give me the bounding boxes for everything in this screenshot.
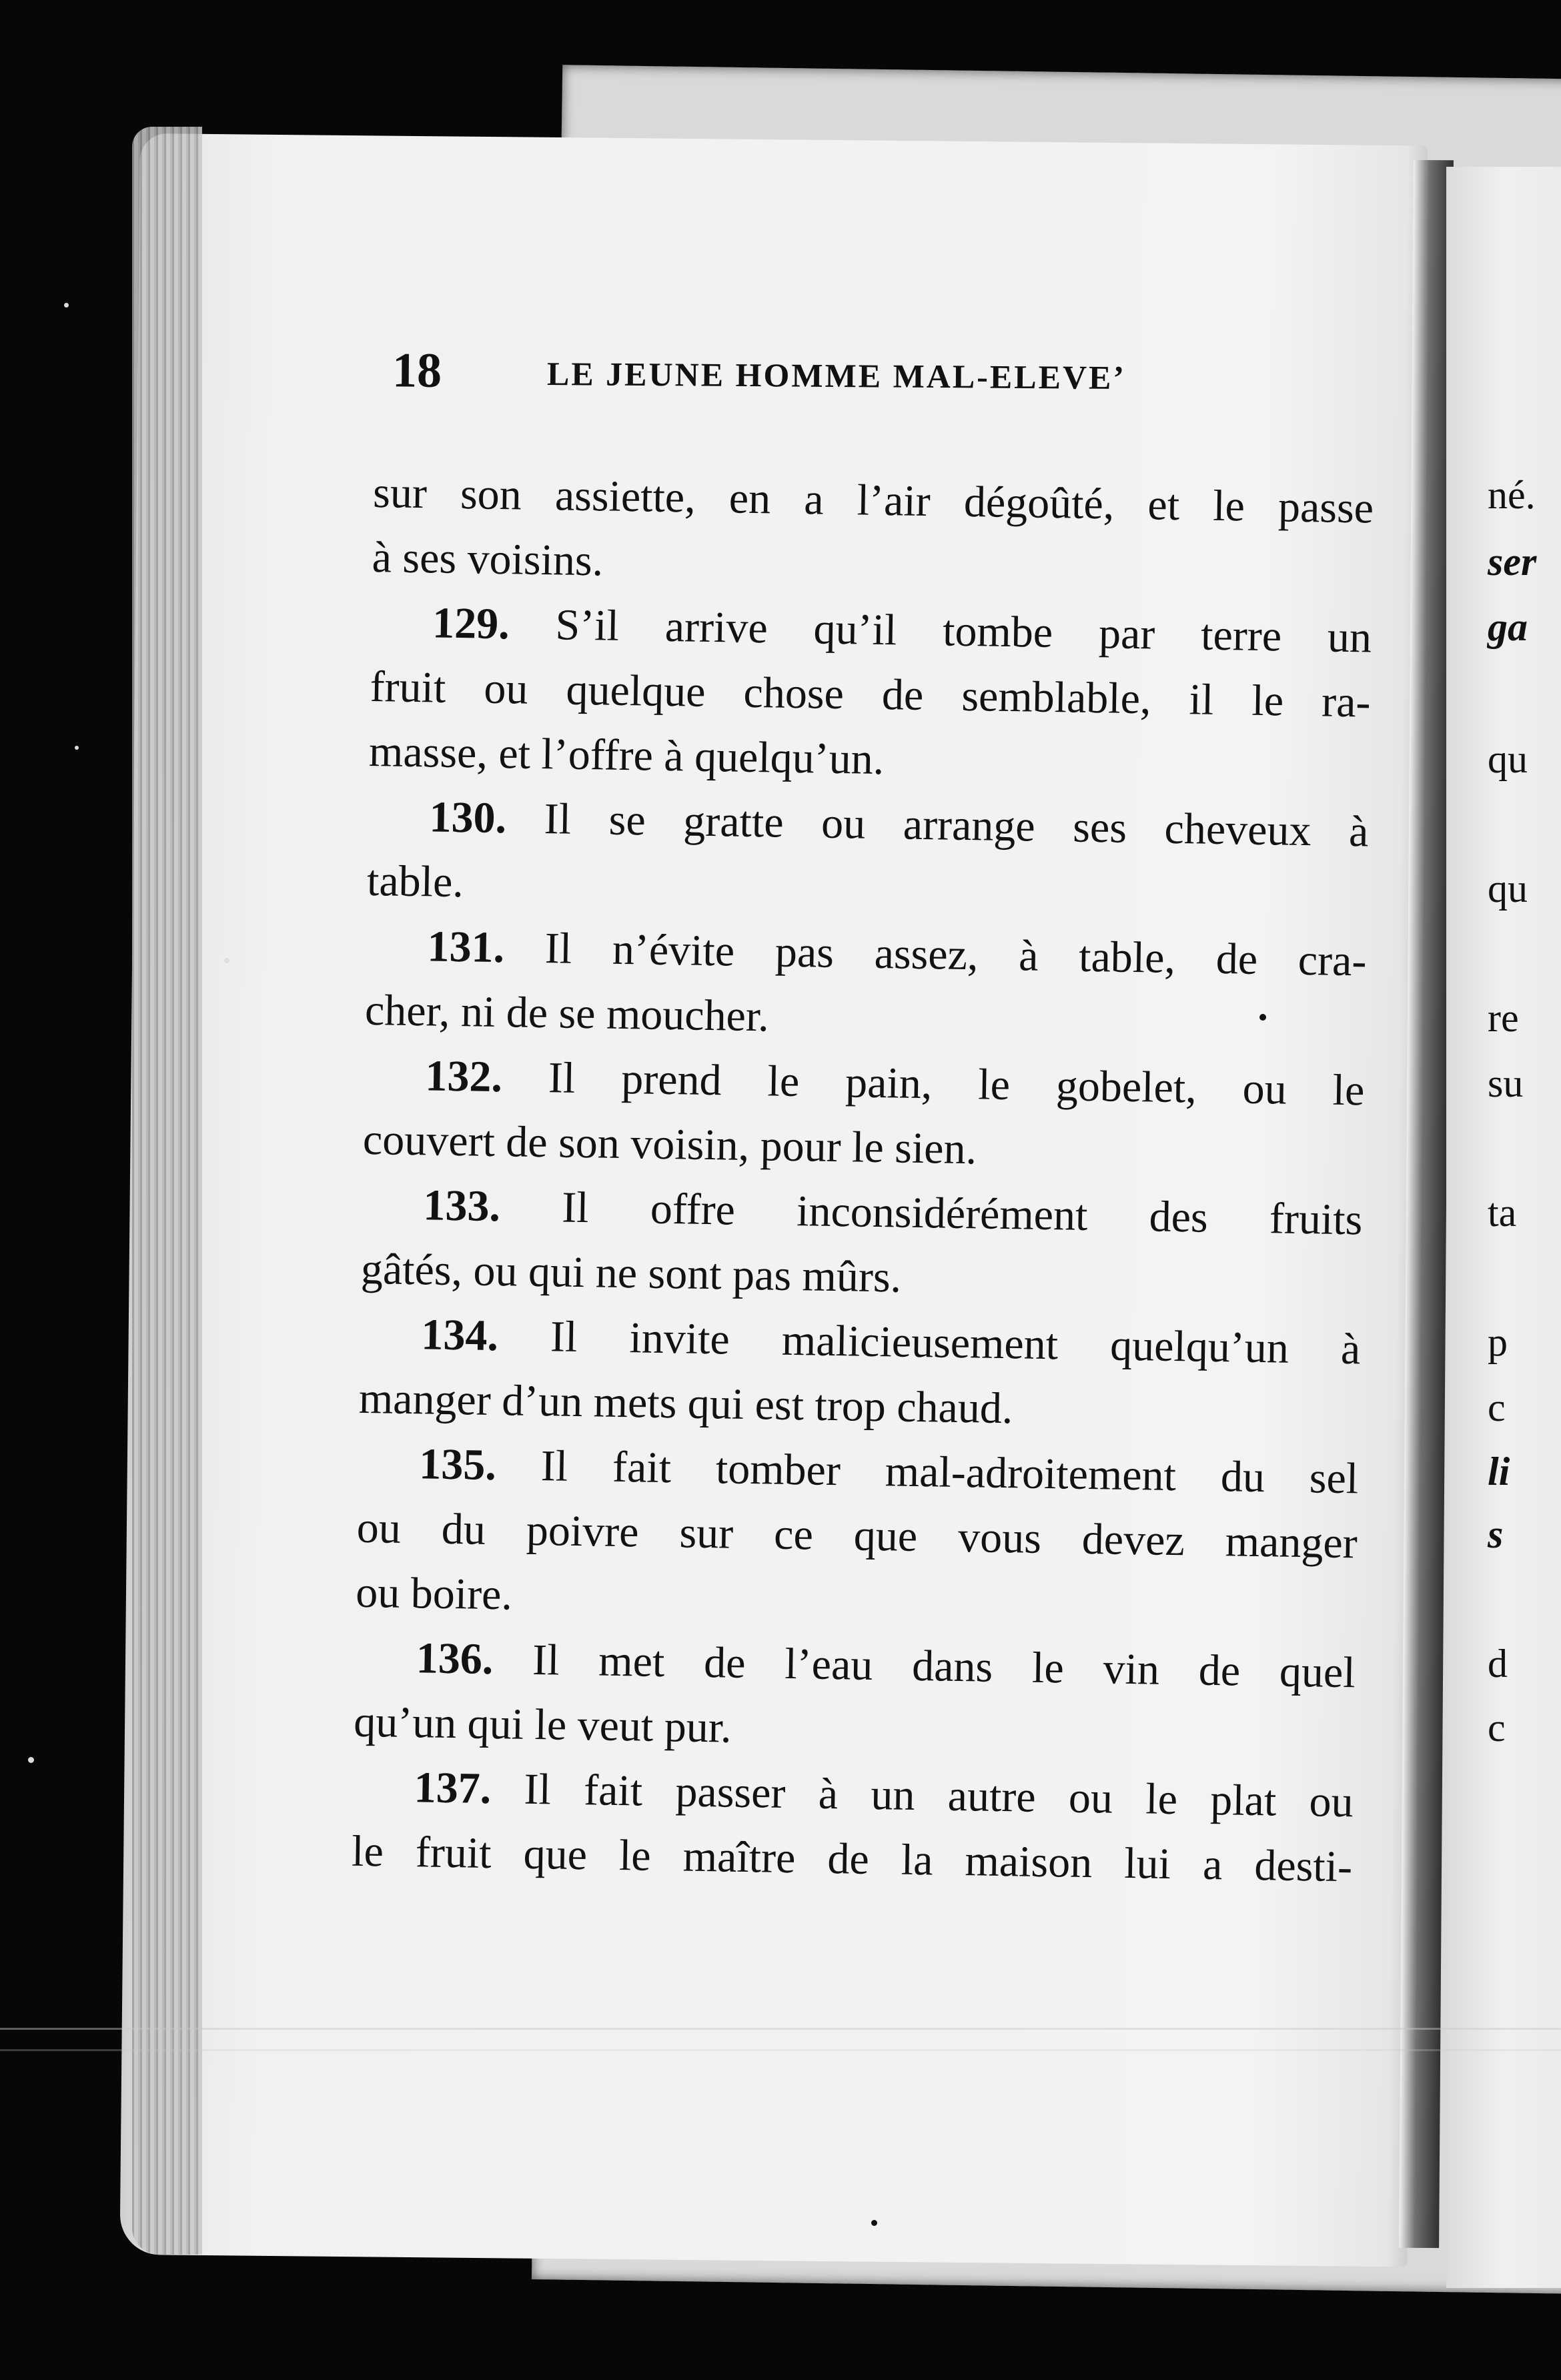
facing-text-fragment: c (1488, 1706, 1506, 1750)
running-head: LE JEUNE HOMME MAL-ELEVE’ (546, 354, 1127, 397)
line-text: ou du poivre sur ce que vous devez manger (356, 1503, 1358, 1568)
line-text: Il offre inconsidérément des fruits (561, 1183, 1363, 1245)
line-text: gâtés, ou qui ne sont pas mûrs. (360, 1244, 902, 1302)
dust-speck (75, 746, 79, 750)
dust-speck (64, 303, 69, 308)
line-text: table. (366, 856, 464, 907)
facing-text-fragment: qu (1488, 737, 1528, 781)
line-text: le fruit que le maître de la maison lui a desti- (351, 1826, 1353, 1892)
page-number: 18 (392, 343, 442, 398)
facing-text-fragment: s (1488, 1512, 1504, 1556)
line-text: masse, et l’offre à quelqu’un. (368, 726, 885, 784)
line-text: Il met de l’eau dans le vin de quel (532, 1635, 1356, 1698)
paragraph-number: 130. (429, 792, 507, 843)
paragraph-number: 136. (416, 1634, 494, 1684)
page-body-text (351, 460, 1374, 1899)
paragraph-number: 133. (422, 1181, 501, 1231)
paragraph-number: 137. (414, 1763, 492, 1814)
line-text: fruit ou quelque chose de semblable, il le ra- (370, 662, 1372, 727)
scan-line-artifact (0, 2049, 1561, 2051)
line-text: manger d’un mets qui est trop chaud. (358, 1373, 1013, 1433)
facing-text-fragment: p (1488, 1320, 1508, 1364)
line-text: Il fait tomber mal-adroitement du sel (540, 1441, 1359, 1504)
facing-text-fragment: né. (1488, 473, 1536, 517)
page-edges (132, 127, 202, 2255)
line-text: Il fait passer à un autre ou le plat ou (524, 1764, 1354, 1827)
line-text: qu’un qui le veut pur. (353, 1697, 732, 1752)
facing-text-fragment: c (1488, 1385, 1506, 1429)
line-text: Il prend le pain, le gobelet, ou le (548, 1053, 1365, 1115)
line-text: couvert de son voisin, pour le sien. (362, 1115, 977, 1174)
facing-text-fragment: re (1488, 996, 1519, 1040)
ink-dot (1259, 1014, 1266, 1021)
line-text: à ses voisins. (372, 532, 604, 586)
line-text: ou boire. (355, 1568, 513, 1620)
paragraph-number: 129. (432, 598, 510, 649)
line-text: S’il arrive qu’il tombe par terre un (555, 600, 1372, 662)
paragraph-number: 134. (420, 1310, 499, 1361)
facing-page (1446, 167, 1561, 2288)
facing-text-fragment: li (1488, 1449, 1510, 1494)
dust-speck (224, 958, 229, 963)
line-text: Il n’évite pas assez, à table, de cra- (544, 924, 1367, 986)
line-text: Il invite malicieusement quelqu’un à (550, 1312, 1361, 1374)
paragraph-number: 132. (424, 1051, 503, 1102)
facing-text-fragment: qu (1488, 866, 1528, 911)
scan-line-artifact (0, 2028, 1561, 2030)
line-text: cher, ni de se moucher. (364, 985, 770, 1041)
facing-text-fragment: su (1488, 1061, 1524, 1105)
dust-speck (28, 1757, 34, 1763)
line-text: sur son assiette, en a l’air dégoûté, et le passe (372, 468, 1374, 533)
paragraph-number: 131. (426, 922, 505, 973)
ink-dot (871, 2220, 877, 2226)
page-header (392, 342, 1287, 402)
facing-text-fragment: d (1488, 1642, 1508, 1686)
line-text: Il se gratte ou arrange ses cheveux à (544, 794, 1370, 856)
facing-text-fragment: ser (1488, 540, 1537, 584)
paragraph-number: 135. (418, 1439, 497, 1490)
facing-text-fragment: ta (1488, 1191, 1517, 1235)
facing-text-fragment: ga (1488, 605, 1528, 649)
